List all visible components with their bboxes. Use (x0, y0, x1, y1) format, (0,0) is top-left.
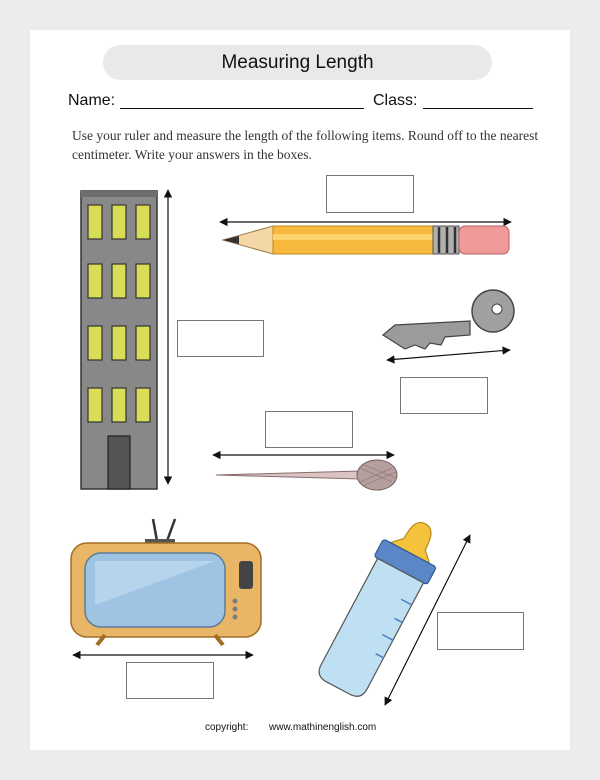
copyright-label: copyright: (205, 722, 249, 733)
website-link[interactable]: www.mathinenglish.com (269, 722, 377, 733)
class-label: Class: (373, 92, 418, 109)
name-line[interactable] (120, 108, 364, 109)
instructions: Use your ruler and measure the length of the following items. Round off to the nearest centimeter. Write your answers in the boxes. (72, 128, 539, 162)
key-picture (375, 285, 520, 370)
bottle-answer-box[interactable] (437, 612, 524, 650)
television-picture (65, 515, 270, 665)
page-title (103, 45, 492, 80)
pencil-answer-box[interactable] (326, 175, 414, 213)
baby-bottle-picture (300, 510, 485, 710)
key-answer-box[interactable] (400, 377, 488, 414)
building-picture (75, 185, 190, 495)
pencil-picture (215, 212, 520, 262)
matchstick-answer-box[interactable] (265, 411, 353, 448)
matchstick-picture (210, 448, 400, 496)
name-label: Name: (68, 92, 116, 109)
class-line[interactable] (423, 108, 533, 109)
building-answer-box[interactable] (177, 320, 264, 357)
page-title-text: Measuring Length (221, 51, 374, 73)
television-answer-box[interactable] (126, 662, 214, 699)
